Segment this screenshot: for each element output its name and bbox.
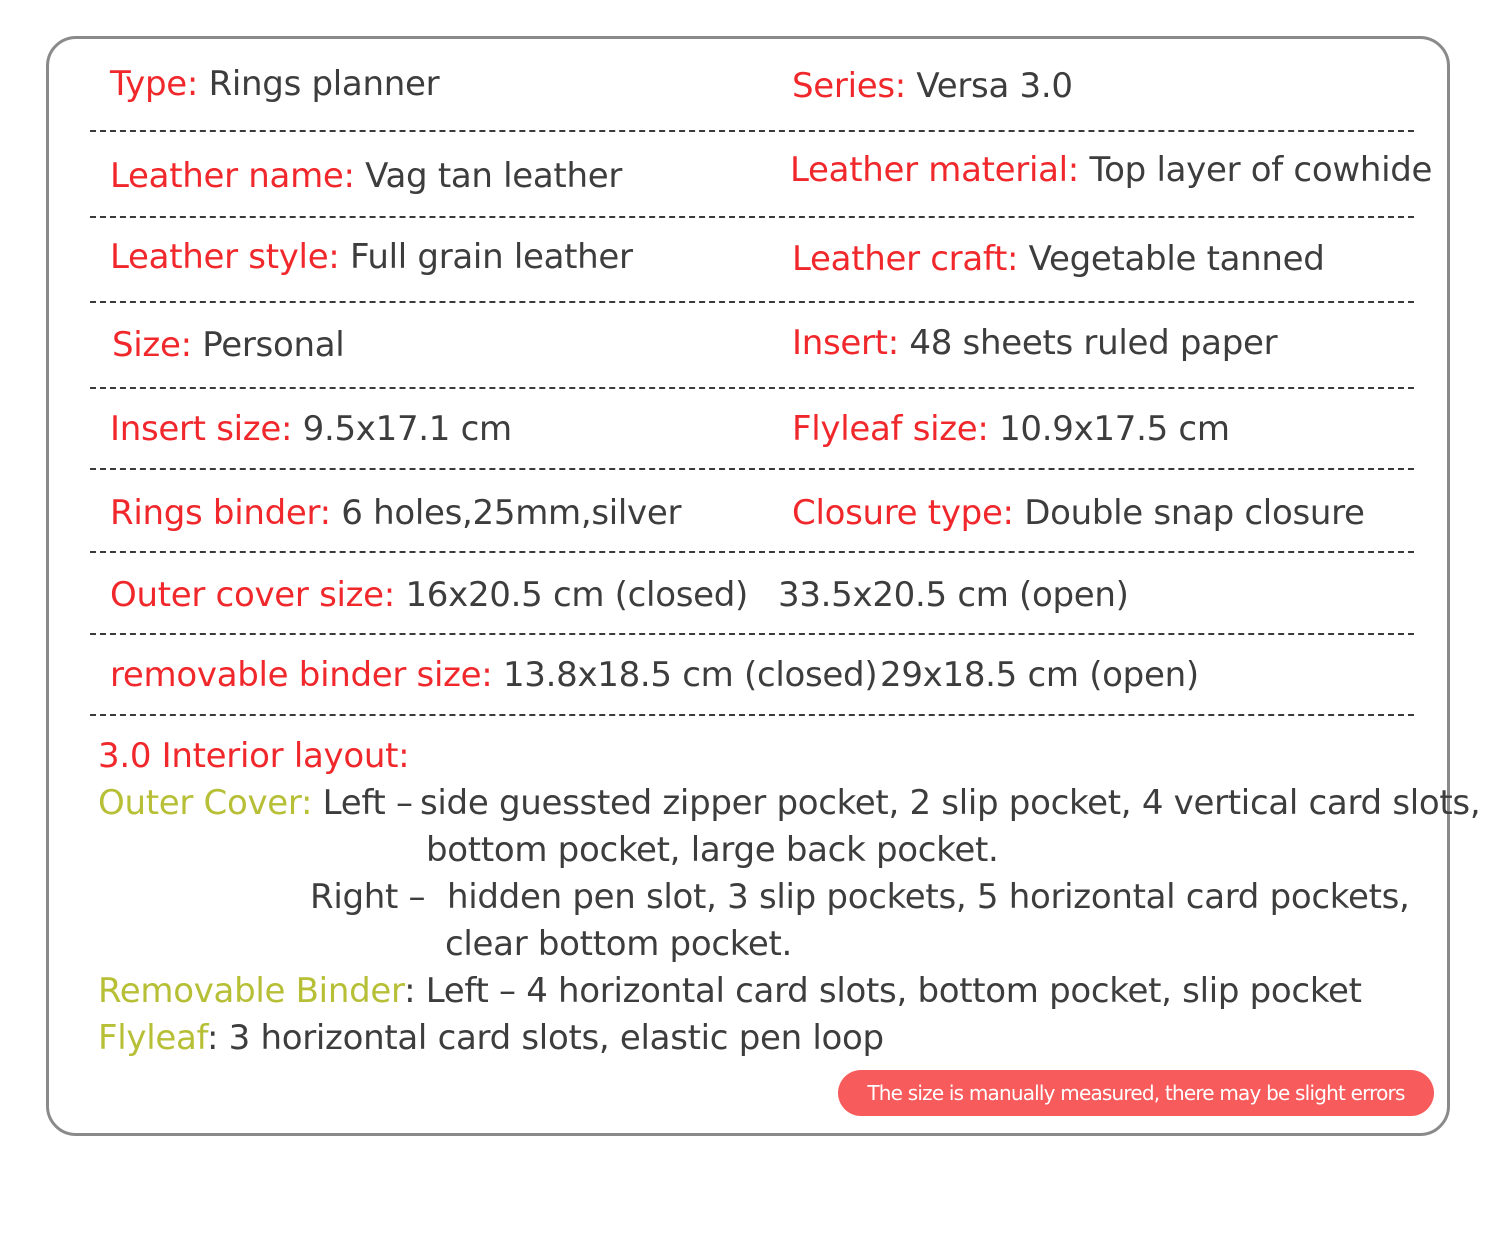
- spec-value: Rings planner: [208, 64, 440, 104]
- spec-label: Leather name:: [110, 156, 366, 196]
- spec-value: 48 sheets ruled paper: [909, 323, 1278, 363]
- spec-value: Vag tan leather: [365, 156, 623, 196]
- spec-flyleaf-size: [792, 409, 1230, 449]
- spec-row-type-series: [0, 64, 1500, 124]
- outer-right-key: Right –: [310, 877, 426, 917]
- spec-leather-style: [110, 237, 633, 277]
- spec-series: [792, 66, 1073, 106]
- spec-value: Double snap closure: [1024, 493, 1365, 533]
- spec-label: Insert:: [792, 323, 910, 363]
- spec-outer-cover-size: [110, 575, 748, 615]
- flyleaf-label: Flyleaf: [98, 1018, 207, 1058]
- spec-leather-name: [110, 156, 622, 196]
- row-divider: [90, 468, 1414, 470]
- spec-label: Closure type:: [792, 493, 1025, 533]
- interior-heading: 3.0 Interior layout:: [98, 736, 410, 776]
- spec-label: removable binder size:: [110, 655, 503, 695]
- spec-label: Outer cover size:: [110, 575, 406, 615]
- spec-row-leather-style-craft: [0, 237, 1500, 297]
- outer-left-line-2: bottom pocket, large back pocket.: [426, 830, 999, 870]
- spec-insert: [792, 323, 1277, 363]
- spec-value: Vegetable tanned: [1028, 239, 1325, 279]
- spec-value: 9.5x17.1 cm: [302, 409, 512, 449]
- spec-value: Personal: [202, 325, 345, 365]
- spec-type: [110, 64, 439, 104]
- spec-value: Top layer of cowhide: [1089, 150, 1433, 190]
- spec-rings-binder: [110, 493, 681, 533]
- interior-removable-binder: [98, 971, 1362, 1011]
- removable-binder-label: Removable Binder: [98, 971, 405, 1011]
- spec-row-binder-closure: [0, 493, 1500, 553]
- spec-label: Size:: [112, 325, 203, 365]
- spec-value: Full grain leather: [349, 237, 633, 277]
- flyleaf-text: : 3 horizontal card slots, elastic pen loop: [206, 1018, 884, 1058]
- spec-value: 13.8x18.5 cm (closed): [502, 655, 878, 695]
- spec-row-removable-binder-size: [0, 655, 1500, 715]
- row-divider: [90, 387, 1414, 389]
- spec-leather-material: [790, 150, 1432, 190]
- row-divider: [90, 551, 1414, 553]
- row-divider: [90, 130, 1414, 132]
- removable-binder-text: : Left – 4 horizontal card slots, bottom pocket, slip pocket: [404, 971, 1362, 1011]
- measurement-note-badge: The size is manually measured, there may be slight errors: [838, 1070, 1434, 1116]
- spec-insert-size: [110, 409, 512, 449]
- interior-outer-cover-left: [98, 783, 413, 823]
- spec-outer-cover-open: 33.5x20.5 cm (open): [778, 575, 1129, 615]
- spec-label: Insert size:: [110, 409, 303, 449]
- spec-label: Type:: [110, 64, 209, 104]
- outer-left-line-1: side guessted zipper pocket, 2 slip pocket, 4 vertical card slots,: [420, 783, 1481, 823]
- spec-size: [112, 325, 344, 365]
- spec-label: Series:: [792, 66, 917, 106]
- spec-value: Versa 3.0: [916, 66, 1073, 106]
- spec-value: 6 holes,25mm,silver: [341, 493, 682, 533]
- spec-label: Leather style:: [110, 237, 350, 277]
- outer-right-line-1: hidden pen slot, 3 slip pockets, 5 horizontal card pockets,: [447, 877, 1410, 917]
- spec-row-outer-cover-size: [0, 575, 1500, 635]
- row-divider: [90, 301, 1414, 303]
- spec-removable-binder-size: [110, 655, 877, 695]
- row-divider: [90, 714, 1414, 716]
- spec-closure-type: [792, 493, 1365, 533]
- spec-label: Rings binder:: [110, 493, 342, 533]
- spec-value: 16x20.5 cm (closed): [405, 575, 748, 615]
- row-divider: [90, 633, 1414, 635]
- outer-left-key: Left –: [312, 783, 413, 823]
- spec-label: Leather material:: [790, 150, 1090, 190]
- spec-row-insert-flyleaf-size: [0, 409, 1500, 469]
- spec-label: Leather craft:: [792, 239, 1029, 279]
- spec-value: 10.9x17.5 cm: [999, 409, 1230, 449]
- outer-cover-label: Outer Cover:: [98, 783, 313, 823]
- row-divider: [90, 216, 1414, 218]
- spec-leather-craft: [792, 239, 1325, 279]
- spec-label: Flyleaf size:: [792, 409, 1000, 449]
- outer-right-line-2: clear bottom pocket.: [445, 924, 793, 964]
- spec-row-size-insert: [0, 323, 1500, 383]
- interior-flyleaf: [98, 1018, 884, 1058]
- spec-removable-binder-open: 29x18.5 cm (open): [880, 655, 1199, 695]
- spec-row-leather-name-material: [0, 150, 1500, 216]
